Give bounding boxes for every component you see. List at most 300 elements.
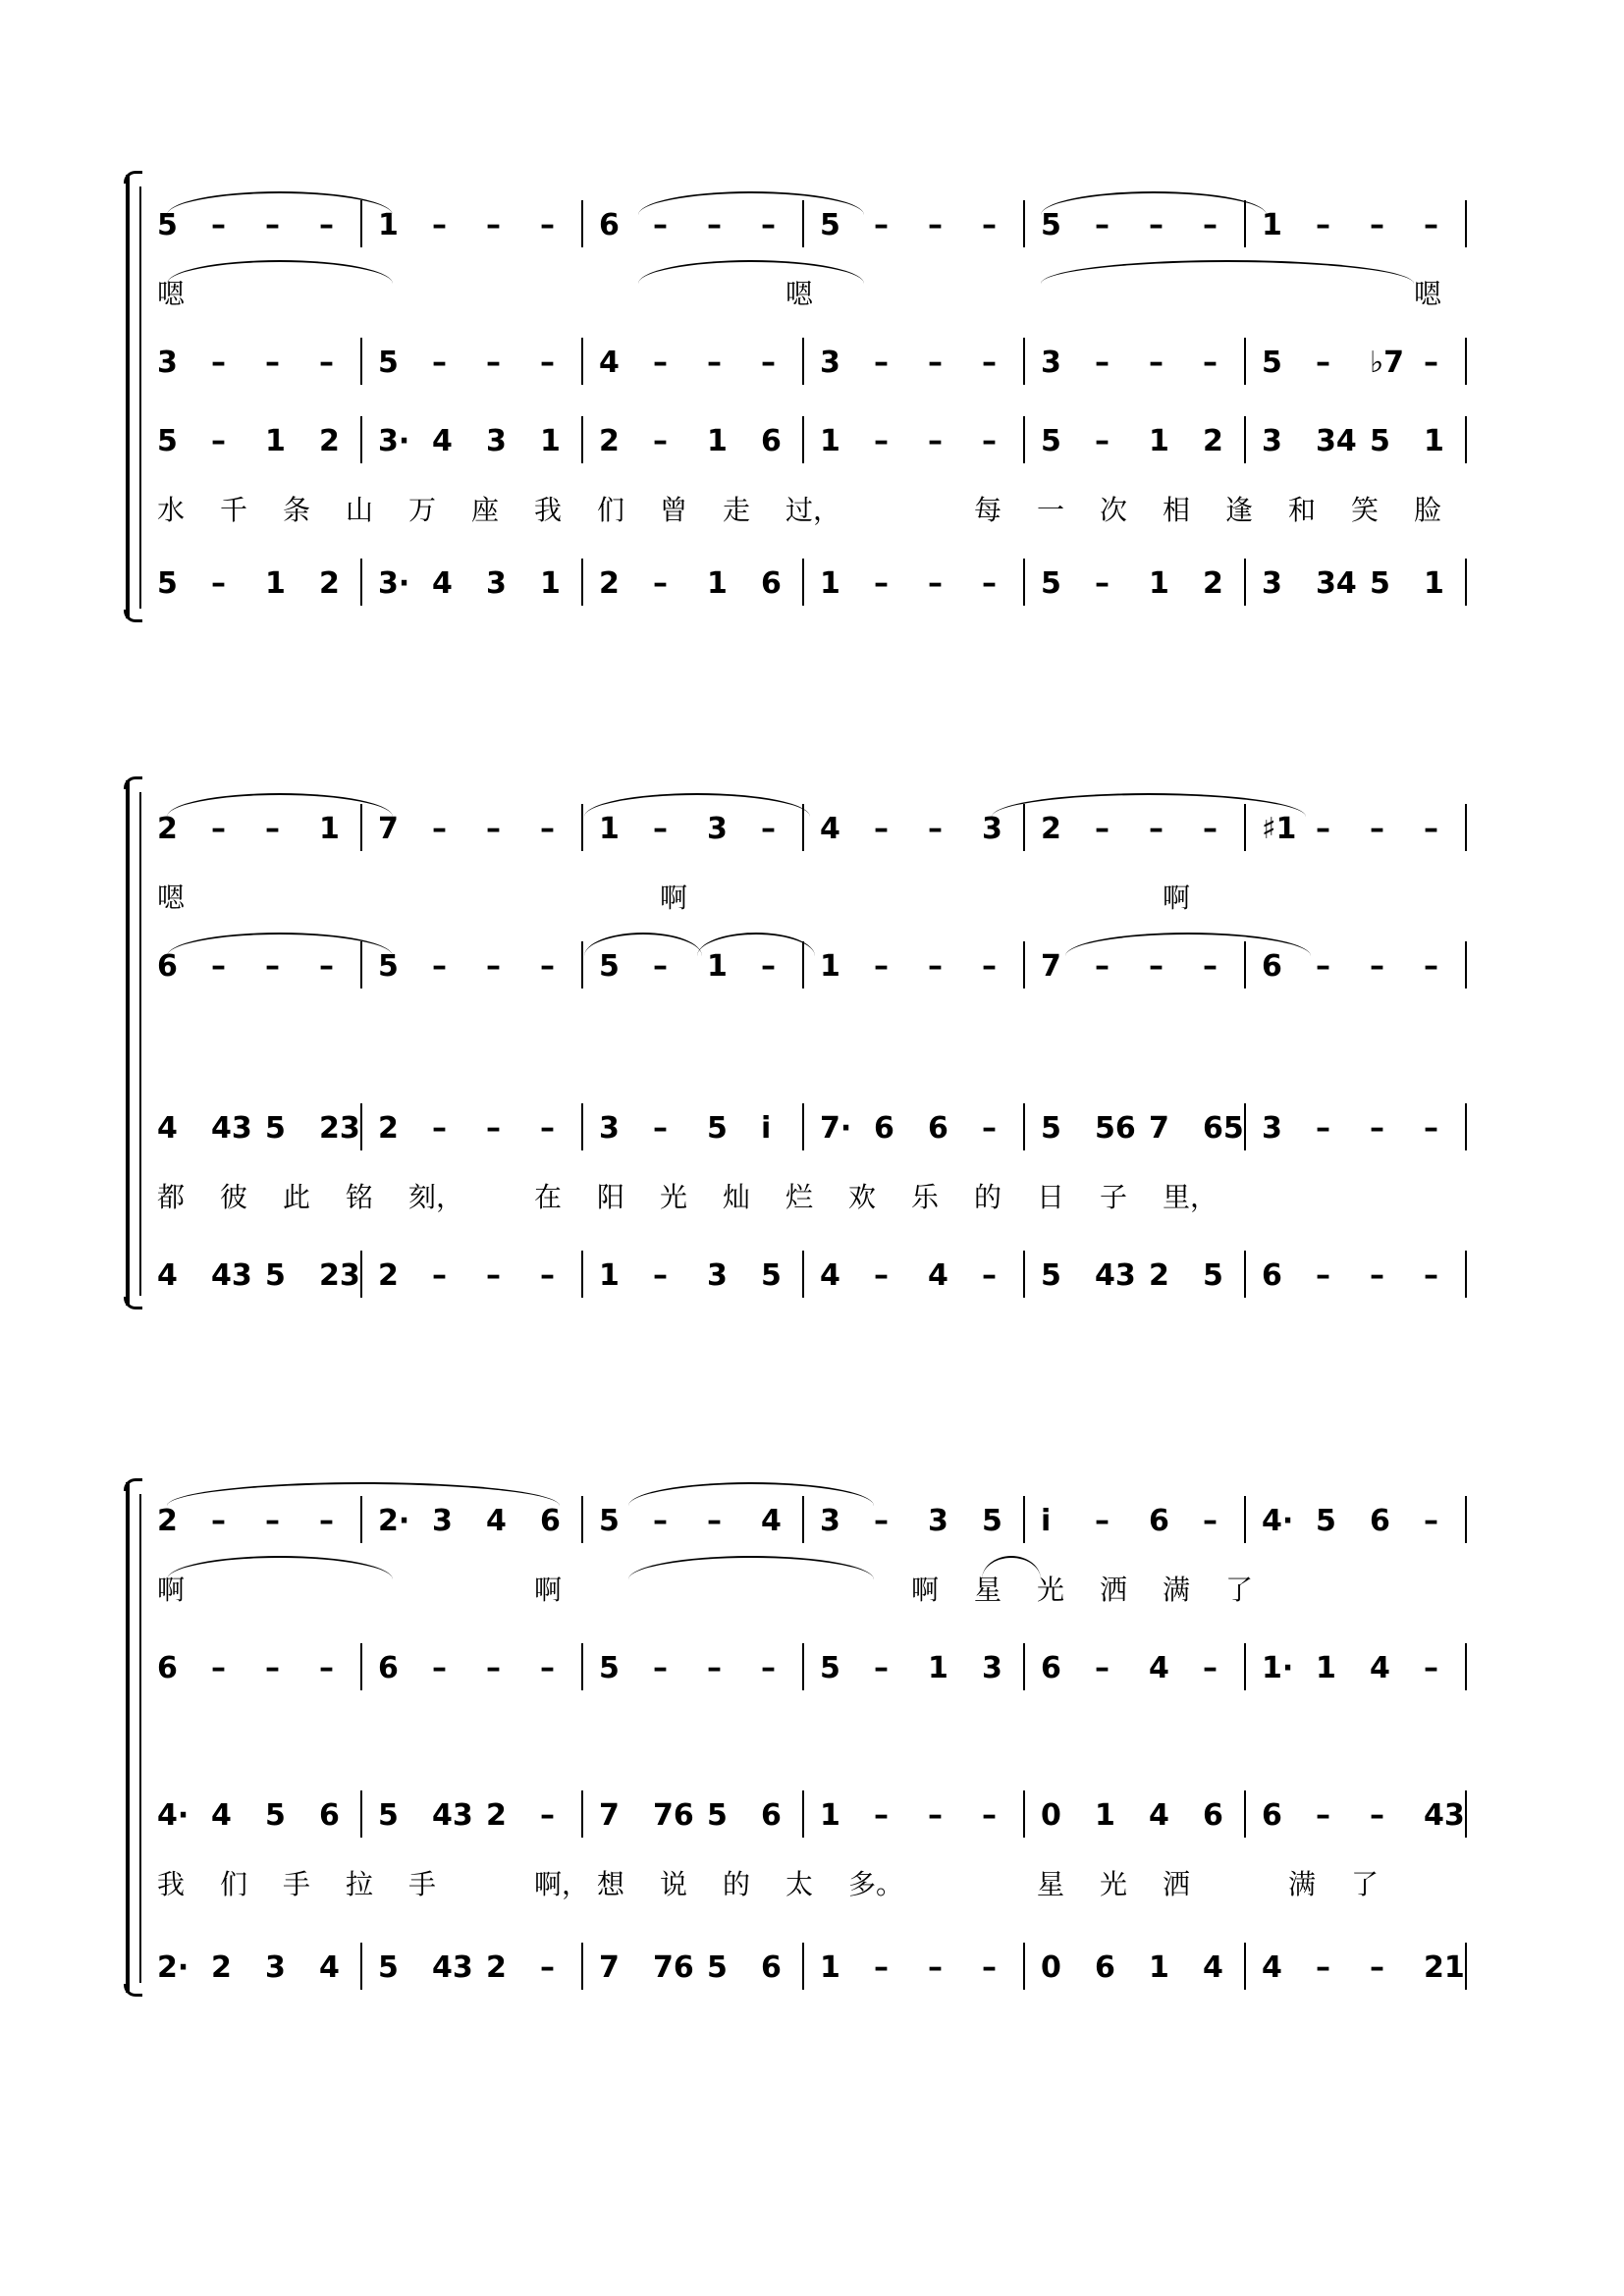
lyric-syllable: 了 <box>1351 1868 1380 1900</box>
lyric-syllable: 里， <box>1163 1181 1218 1213</box>
jianpu-note: 3 <box>820 346 840 380</box>
barline <box>1465 1643 1467 1690</box>
jianpu-note: 21 <box>1424 1950 1465 1985</box>
jianpu-note: 2· <box>378 1504 410 1538</box>
dash-sustain: – <box>319 1651 334 1685</box>
barline <box>1023 1943 1025 1990</box>
dash-sustain: – <box>874 346 889 380</box>
lyric-syllable: 脸 <box>1414 494 1442 526</box>
jianpu-note: 5 <box>1370 424 1390 458</box>
barline <box>360 1103 362 1150</box>
barline <box>360 338 362 385</box>
jianpu-note: 7 <box>599 1950 620 1985</box>
slur-mark <box>167 191 393 215</box>
barline <box>802 416 804 463</box>
dash-sustain: – <box>211 346 226 380</box>
slur-mark <box>167 1482 560 1506</box>
lyric-syllable: 满 <box>1288 1868 1317 1900</box>
dash-sustain: – <box>319 208 334 242</box>
jianpu-note: 6 <box>761 566 782 601</box>
jianpu-note: 6 <box>378 1651 399 1685</box>
lyric-row <box>157 1865 1512 1904</box>
notation-row <box>157 422 1512 461</box>
barline <box>1465 338 1467 385</box>
jianpu-note: 3 <box>707 1258 728 1293</box>
jianpu-note: 2 <box>1203 566 1223 601</box>
jianpu-note: 5 <box>378 346 399 380</box>
dash-sustain: – <box>211 1651 226 1685</box>
jianpu-note: 5 <box>599 1651 620 1685</box>
dash-sustain: – <box>874 566 889 601</box>
jianpu-note: 2 <box>1149 1258 1169 1293</box>
barline <box>1244 559 1246 606</box>
dash-sustain: – <box>707 208 722 242</box>
dash-sustain: – <box>211 1504 226 1538</box>
dash-sustain: – <box>982 1950 997 1985</box>
jianpu-note: 5 <box>1262 346 1282 380</box>
notation-row <box>157 1649 1512 1688</box>
jianpu-note: 4 <box>157 1258 178 1293</box>
dash-sustain: – <box>1203 1651 1218 1685</box>
dash-sustain: – <box>432 1258 447 1293</box>
barline <box>581 1943 583 1990</box>
dash-sustain: – <box>653 208 668 242</box>
barline <box>581 200 583 247</box>
notation-row <box>157 564 1512 604</box>
dash-sustain: – <box>1316 949 1330 984</box>
lyric-syllable: 想 <box>597 1868 625 1900</box>
jianpu-note: 5 <box>378 1798 399 1833</box>
jianpu-note: 3 <box>820 1504 840 1538</box>
lyric-row <box>157 1178 1512 1217</box>
jianpu-note: 1 <box>599 1258 620 1293</box>
jianpu-note: 0 <box>1041 1950 1061 1985</box>
dash-sustain: – <box>874 1950 889 1985</box>
barline <box>1023 1251 1025 1298</box>
dash-sustain: – <box>982 208 997 242</box>
dash-sustain: – <box>540 1798 555 1833</box>
jianpu-note: 6 <box>761 1950 782 1985</box>
slur-mark <box>584 933 702 956</box>
jianpu-note: 4· <box>1262 1504 1294 1538</box>
dash-sustain: – <box>319 1504 334 1538</box>
lyric-syllable: 嗯 <box>157 278 186 310</box>
jianpu-note: 5 <box>820 1651 840 1685</box>
lyric-syllable: 逢 <box>1225 494 1254 526</box>
barline <box>802 1790 804 1838</box>
jianpu-note: 3 <box>1041 346 1061 380</box>
lyric-syllable: 一 <box>1037 494 1065 526</box>
jianpu-note: 2 <box>599 566 620 601</box>
barline <box>360 1790 362 1838</box>
jianpu-note: 43 <box>432 1798 473 1833</box>
jianpu-note: 3 <box>928 1504 948 1538</box>
dash-sustain: – <box>211 949 226 984</box>
slur-mark <box>1041 260 1414 284</box>
jianpu-note: 3 <box>1262 424 1282 458</box>
jianpu-note: 4 <box>1203 1950 1223 1985</box>
dash-sustain: – <box>653 1258 668 1293</box>
dash-sustain: – <box>486 208 501 242</box>
barline <box>1023 1496 1025 1543</box>
dash-sustain: – <box>982 1111 997 1146</box>
dash-sustain: – <box>982 346 997 380</box>
jianpu-note: 1 <box>1316 1651 1336 1685</box>
lyric-syllable: 光 <box>1037 1574 1065 1606</box>
jianpu-note: 1· <box>1262 1651 1294 1685</box>
barline <box>1465 1943 1467 1990</box>
jianpu-note: 2 <box>378 1258 399 1293</box>
jianpu-note: 2 <box>157 1504 178 1538</box>
jianpu-note: 76 <box>653 1950 694 1985</box>
dash-sustain: – <box>211 566 226 601</box>
lyric-syllable: 都 <box>157 1181 186 1213</box>
dash-sustain: – <box>1095 1651 1110 1685</box>
dash-sustain: – <box>707 1651 722 1685</box>
jianpu-note: 5 <box>1370 566 1390 601</box>
jianpu-note: 5 <box>378 949 399 984</box>
dash-sustain: – <box>874 1651 889 1685</box>
lyric-syllable: 手 <box>408 1868 437 1900</box>
jianpu-note: 4· <box>157 1798 189 1833</box>
jianpu-note: 5 <box>599 949 620 984</box>
lyric-syllable: 洒 <box>1100 1574 1128 1606</box>
jianpu-note: 3 <box>486 566 507 601</box>
lyric-syllable: 多。 <box>848 1868 904 1900</box>
barline <box>581 1790 583 1838</box>
jianpu-note: 4 <box>157 1111 178 1146</box>
jianpu-note: 5 <box>157 566 178 601</box>
dash-sustain: – <box>982 1798 997 1833</box>
jianpu-note: 3 <box>982 812 1002 846</box>
barline <box>1244 1251 1246 1298</box>
jianpu-note: 3· <box>378 424 410 458</box>
barline <box>1244 1643 1246 1690</box>
slur-mark <box>992 793 1306 817</box>
dash-sustain: – <box>540 208 555 242</box>
jianpu-note: 1 <box>820 1950 840 1985</box>
lyric-syllable: 光 <box>1100 1868 1128 1900</box>
barline <box>1244 1790 1246 1838</box>
barline <box>1023 1643 1025 1690</box>
jianpu-note: 4 <box>599 346 620 380</box>
jianpu-note: 6 <box>599 208 620 242</box>
jianpu-note: 1 <box>265 424 286 458</box>
dash-sustain: – <box>1424 949 1438 984</box>
jianpu-note: 0 <box>1041 1798 1061 1833</box>
barline <box>1023 1103 1025 1150</box>
lyric-syllable: 啊 <box>1163 881 1191 914</box>
jianpu-note: 7· <box>820 1111 852 1146</box>
system-bracket <box>126 780 139 1306</box>
dash-sustain: – <box>1203 346 1218 380</box>
jianpu-note: 5 <box>1041 1258 1061 1293</box>
system-bracket <box>126 175 139 618</box>
dash-sustain: – <box>432 1111 447 1146</box>
barline <box>581 338 583 385</box>
barline <box>581 804 583 851</box>
dash-sustain: – <box>707 1504 722 1538</box>
barline <box>1465 1251 1467 1298</box>
dash-sustain: – <box>1203 949 1218 984</box>
jianpu-note: 4 <box>432 566 453 601</box>
lyric-syllable: 啊 <box>157 1574 186 1606</box>
slur-mark <box>1065 933 1311 956</box>
dash-sustain: – <box>1095 949 1110 984</box>
jianpu-note: 3 <box>486 424 507 458</box>
jianpu-note: 6 <box>1262 1258 1282 1293</box>
jianpu-note: 7 <box>1041 949 1061 984</box>
jianpu-note: 43 <box>211 1258 252 1293</box>
dash-sustain: – <box>874 1258 889 1293</box>
dash-sustain: – <box>1095 208 1110 242</box>
jianpu-note: 5 <box>265 1258 286 1293</box>
jianpu-note: 6 <box>874 1111 894 1146</box>
jianpu-note: 43 <box>432 1950 473 1985</box>
barline <box>581 1251 583 1298</box>
barline <box>1244 416 1246 463</box>
system-barline-left <box>139 187 141 609</box>
lyric-syllable: 子 <box>1100 1181 1128 1213</box>
dash-sustain: – <box>653 949 668 984</box>
lyric-syllable: 过， <box>785 494 841 526</box>
lyric-syllable: 此 <box>283 1181 311 1213</box>
dash-sustain: – <box>432 208 447 242</box>
dash-sustain: – <box>540 812 555 846</box>
jianpu-note: 56 <box>1095 1111 1136 1146</box>
barline <box>360 416 362 463</box>
jianpu-note: 5 <box>1316 1504 1336 1538</box>
jianpu-note: 3· <box>378 566 410 601</box>
jianpu-note: 4 <box>486 1504 507 1538</box>
lyric-syllable: 条 <box>283 494 311 526</box>
dash-sustain: – <box>1095 1504 1110 1538</box>
barline <box>802 1643 804 1690</box>
dash-sustain: – <box>928 424 943 458</box>
dash-sustain: – <box>1316 346 1330 380</box>
barline <box>802 1251 804 1298</box>
notation-row <box>157 1949 1512 1988</box>
jianpu-note: 1 <box>1095 1798 1115 1833</box>
jianpu-note: 3 <box>1262 566 1282 601</box>
dash-sustain: – <box>1316 208 1330 242</box>
jianpu-note: 3 <box>982 1651 1002 1685</box>
dash-sustain: – <box>486 1258 501 1293</box>
jianpu-note: 4 <box>1370 1651 1390 1685</box>
jianpu-note: 1 <box>707 949 728 984</box>
dash-sustain: – <box>1316 812 1330 846</box>
jianpu-note: 6 <box>761 424 782 458</box>
jianpu-note: 2 <box>1041 812 1061 846</box>
lyric-syllable: 阳 <box>597 1181 625 1213</box>
barline <box>1244 1103 1246 1150</box>
jianpu-note: 6 <box>1149 1504 1169 1538</box>
dash-sustain: – <box>982 949 997 984</box>
dash-sustain: – <box>874 1798 889 1833</box>
jianpu-note: 2 <box>319 566 340 601</box>
jianpu-note: 1 <box>540 424 561 458</box>
lyric-syllable: 和 <box>1288 494 1317 526</box>
jianpu-note: 2 <box>319 424 340 458</box>
jianpu-note: 43 <box>211 1111 252 1146</box>
jianpu-note: 4 <box>820 1258 840 1293</box>
lyric-syllable: 嗯 <box>785 278 814 310</box>
lyric-syllable: 山 <box>346 494 374 526</box>
dash-sustain: – <box>432 812 447 846</box>
dash-sustain: – <box>486 346 501 380</box>
slur-mark <box>628 1556 874 1579</box>
lyric-syllable: 欢 <box>848 1181 877 1213</box>
lyric-syllable: 们 <box>220 1868 248 1900</box>
jianpu-note: 2· <box>157 1950 189 1985</box>
jianpu-note: 4 <box>761 1504 782 1538</box>
jianpu-note: 1 <box>928 1651 948 1685</box>
dash-sustain: – <box>653 346 668 380</box>
jianpu-note: 6 <box>1262 1798 1282 1833</box>
jianpu-note: 6 <box>1095 1950 1115 1985</box>
jianpu-note: 3 <box>599 1111 620 1146</box>
jianpu-note: ♯1 <box>1262 812 1297 846</box>
jianpu-note: 1 <box>820 566 840 601</box>
jianpu-note: 1 <box>1149 424 1169 458</box>
slur-mark <box>638 191 864 215</box>
slur-mark <box>584 793 810 817</box>
jianpu-note: 5 <box>265 1111 286 1146</box>
jianpu-note: 3 <box>157 346 178 380</box>
lyric-syllable: 走 <box>723 494 751 526</box>
lyric-syllable: 彼 <box>220 1181 248 1213</box>
lyric-syllable: 啊 <box>660 881 688 914</box>
system-barline-left <box>139 1494 141 1983</box>
jianpu-note: 5 <box>265 1798 286 1833</box>
jianpu-note: 5 <box>157 208 178 242</box>
dash-sustain: – <box>1149 346 1164 380</box>
lyric-syllable: 乐 <box>911 1181 940 1213</box>
jianpu-note: 43 <box>1095 1258 1136 1293</box>
barline <box>1465 941 1467 988</box>
dash-sustain: – <box>982 566 997 601</box>
dash-sustain: – <box>540 1950 555 1985</box>
jianpu-note: 6 <box>1041 1651 1061 1685</box>
dash-sustain: – <box>319 949 334 984</box>
jianpu-note: 4 <box>211 1798 232 1833</box>
jianpu-note: 1 <box>1424 566 1444 601</box>
lyric-syllable: 满 <box>1163 1574 1191 1606</box>
dash-sustain: – <box>211 812 226 846</box>
barline <box>802 559 804 606</box>
jianpu-note: 2 <box>211 1950 232 1985</box>
barline <box>360 1251 362 1298</box>
lyric-syllable: 光 <box>660 1181 688 1213</box>
jianpu-note: 3 <box>432 1504 453 1538</box>
dash-sustain: – <box>1370 1950 1384 1985</box>
jianpu-note: 2 <box>486 1950 507 1985</box>
slur-mark <box>982 1556 1041 1579</box>
lyric-syllable: 曾 <box>660 494 688 526</box>
dash-sustain: – <box>982 1258 997 1293</box>
jianpu-note: 5 <box>378 1950 399 1985</box>
lyric-syllable: 啊 <box>911 1574 940 1606</box>
barline <box>1244 338 1246 385</box>
dash-sustain: – <box>761 949 776 984</box>
jianpu-note: 4 <box>1149 1798 1169 1833</box>
barline <box>1244 1943 1246 1990</box>
jianpu-note: 4 <box>928 1258 948 1293</box>
dash-sustain: – <box>1149 949 1164 984</box>
dash-sustain: – <box>1424 346 1438 380</box>
jianpu-note: 5 <box>707 1798 728 1833</box>
jianpu-note: i <box>1041 1504 1052 1538</box>
jianpu-note: 2 <box>1203 424 1223 458</box>
dash-sustain: – <box>1316 1258 1330 1293</box>
lyric-syllable: 在 <box>534 1181 563 1213</box>
jianpu-note: 2 <box>378 1111 399 1146</box>
barline <box>1023 416 1025 463</box>
lyric-syllable: 灿 <box>723 1181 751 1213</box>
dash-sustain: – <box>265 346 280 380</box>
lyric-syllable: 水 <box>157 494 186 526</box>
jianpu-note: 1 <box>1424 424 1444 458</box>
lyric-syllable: 铭 <box>346 1181 374 1213</box>
dash-sustain: – <box>928 949 943 984</box>
barline <box>1023 200 1025 247</box>
dash-sustain: – <box>874 949 889 984</box>
jianpu-note: 3 <box>707 812 728 846</box>
jianpu-note: 34 <box>1316 566 1357 601</box>
dash-sustain: – <box>653 812 668 846</box>
jianpu-note: 43 <box>1424 1798 1465 1833</box>
dash-sustain: – <box>265 208 280 242</box>
dash-sustain: – <box>761 208 776 242</box>
jianpu-note: 5 <box>982 1504 1002 1538</box>
lyric-row <box>157 879 1512 918</box>
dash-sustain: – <box>265 1504 280 1538</box>
lyric-syllable: 的 <box>723 1868 751 1900</box>
dash-sustain: – <box>486 1111 501 1146</box>
jianpu-note: 6 <box>1262 949 1282 984</box>
jianpu-note: 23 <box>319 1258 360 1293</box>
notation-row <box>157 344 1512 383</box>
slur-mark <box>628 1482 874 1506</box>
lyric-syllable: 的 <box>974 1181 1002 1213</box>
barline <box>1023 1790 1025 1838</box>
jianpu-note: 1 <box>707 566 728 601</box>
dash-sustain: – <box>1424 1258 1438 1293</box>
jianpu-note: 2 <box>486 1798 507 1833</box>
jianpu-note: 4 <box>432 424 453 458</box>
notation-row <box>157 1502 1512 1541</box>
jianpu-note: i <box>761 1111 772 1146</box>
dash-sustain: – <box>1316 1798 1330 1833</box>
dash-sustain: – <box>1095 812 1110 846</box>
dash-sustain: – <box>1203 208 1218 242</box>
dash-sustain: – <box>486 949 501 984</box>
dash-sustain: – <box>265 812 280 846</box>
jianpu-note: 2 <box>599 424 620 458</box>
dash-sustain: – <box>1149 208 1164 242</box>
barline <box>1023 941 1025 988</box>
jianpu-note: 5 <box>1203 1258 1223 1293</box>
slur-mark <box>167 1556 393 1579</box>
lyric-syllable: 刻， <box>408 1181 464 1213</box>
jianpu-note: 3 <box>265 1950 286 1985</box>
jianpu-note: 1 <box>707 424 728 458</box>
dash-sustain: – <box>874 1504 889 1538</box>
lyric-syllable: 啊， <box>534 1868 590 1900</box>
dash-sustain: – <box>874 812 889 846</box>
jianpu-note: 6 <box>157 949 178 984</box>
dash-sustain: – <box>761 1651 776 1685</box>
